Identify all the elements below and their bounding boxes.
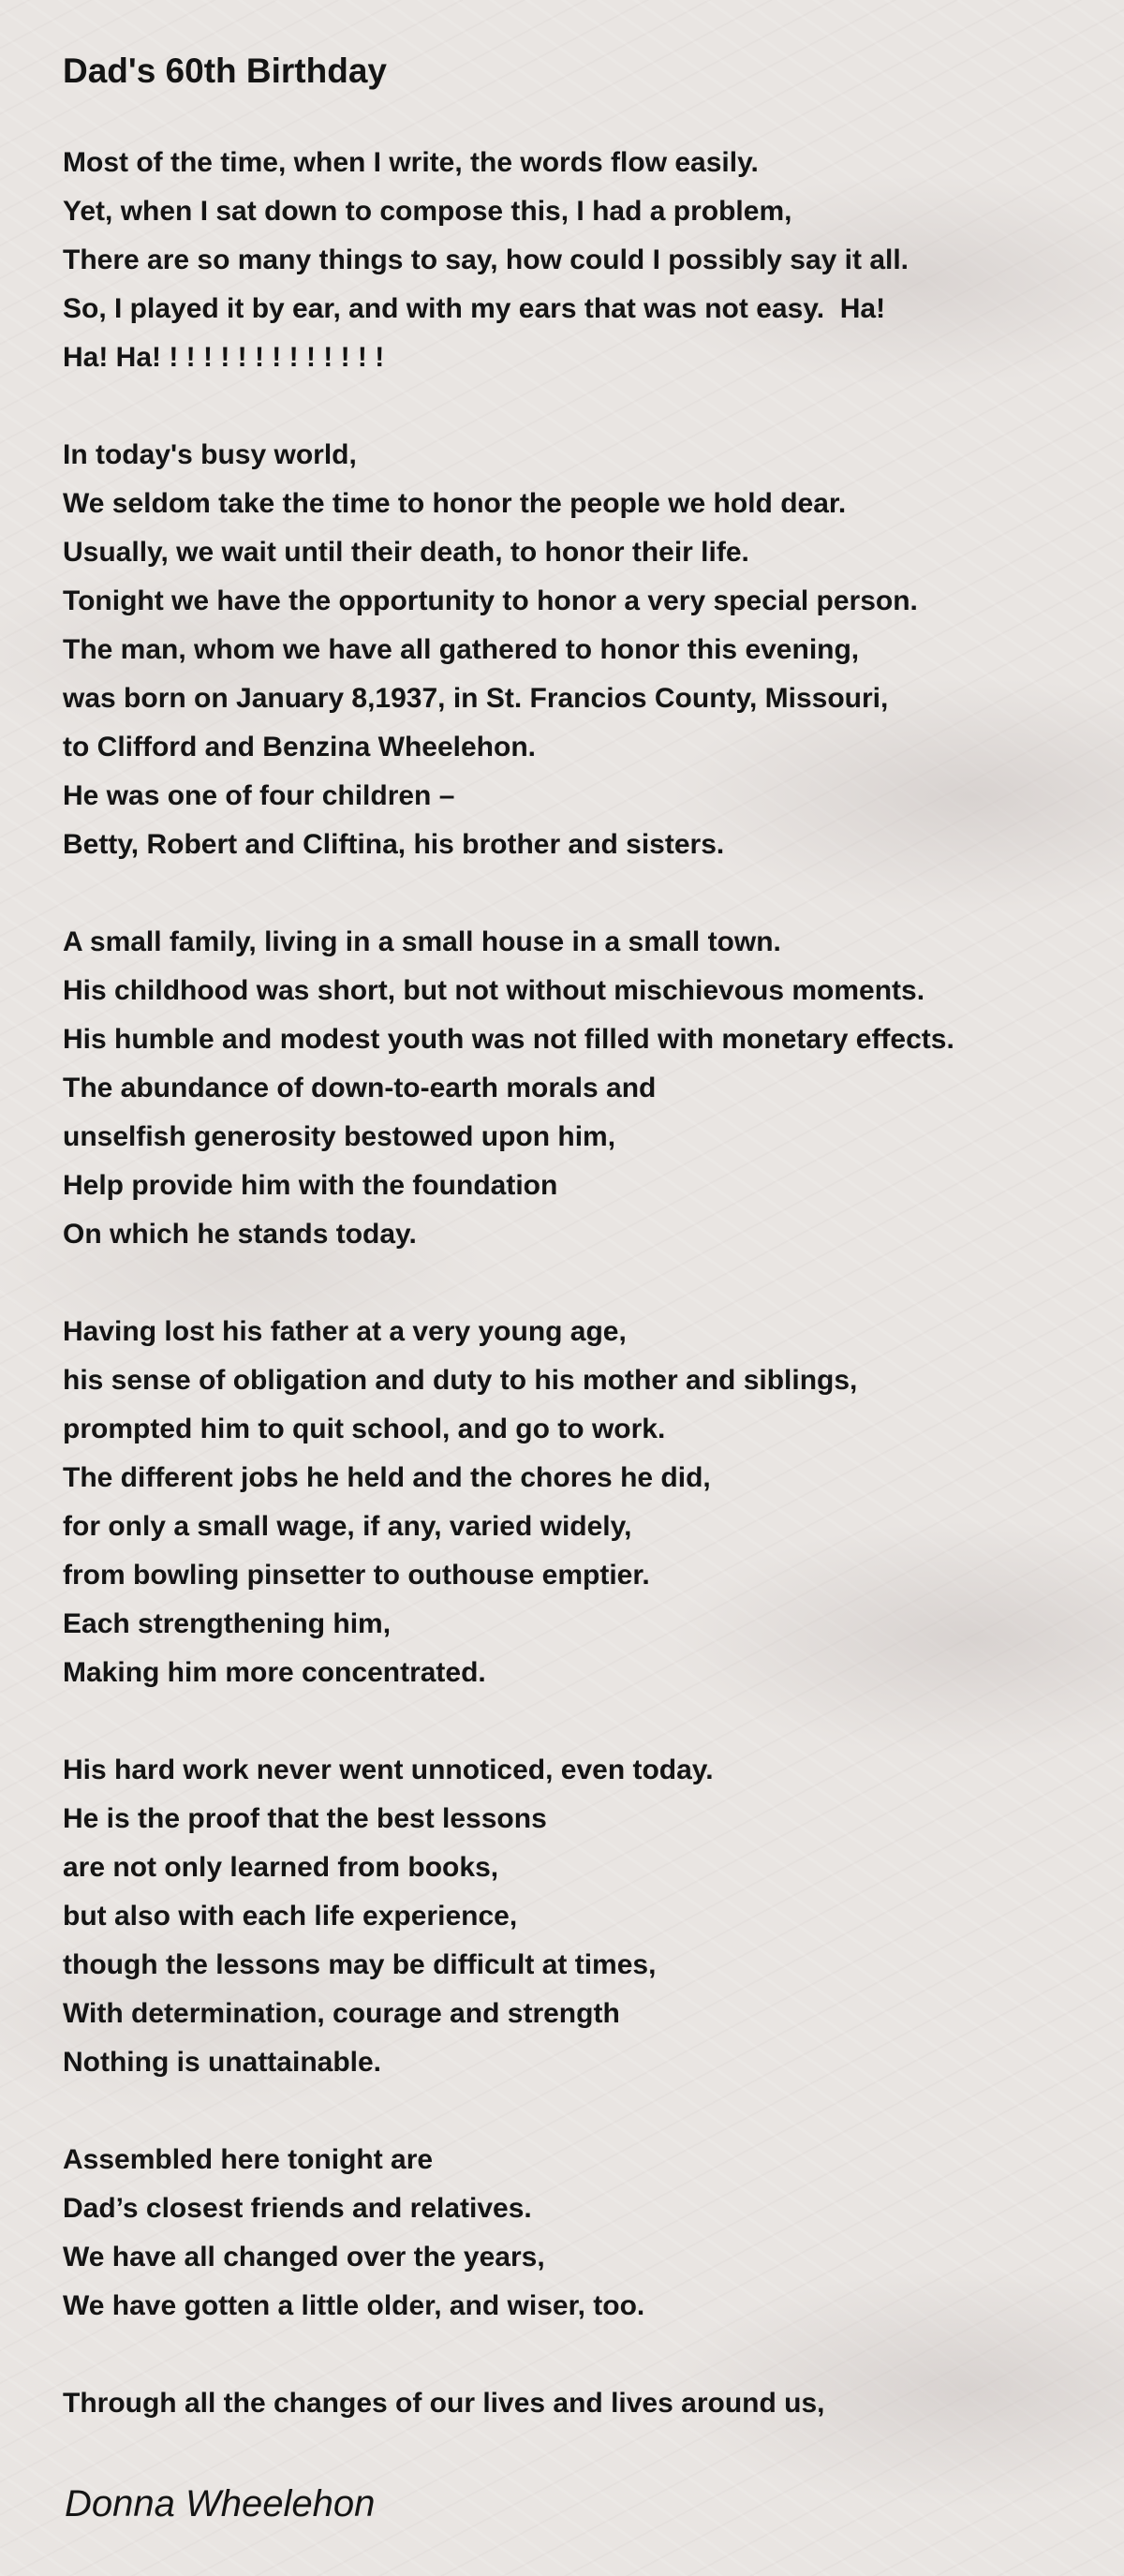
stanza: [63, 1308, 1093, 1697]
poem-line: His humble and modest youth was not filled with monetary effects.: [63, 1024, 954, 1055]
poem-line: Having lost his father at a very young age,: [63, 1316, 627, 1347]
poem-line: The abundance of down-to-earth morals and: [63, 1073, 657, 1103]
stanza-gap: [63, 1697, 1093, 1746]
poem-line: Ha! Ha! ! ! ! ! ! ! ! ! ! ! ! ! !: [63, 342, 385, 373]
poem-line: Help provide him with the foundation: [63, 1170, 558, 1201]
poem-line: Betty, Robert and Cliftina, his brother and sisters.: [63, 829, 725, 860]
stanza-gap: [63, 869, 1093, 918]
stanza: [63, 431, 1093, 869]
poem-author: Donna Wheelehon: [65, 2483, 376, 2524]
poem-line: Tonight we have the opportunity to honor a very special person.: [63, 585, 918, 616]
poem-line: Assembled here tonight are: [63, 2144, 434, 2175]
poem-line: He is the proof that the best lessons: [63, 1803, 547, 1834]
poem-line: Through all the changes of our lives and lives around us,: [63, 2388, 825, 2419]
stanza: [63, 2379, 1093, 2428]
poem-line: prompted him to quit school, and go to work.: [63, 1414, 666, 1444]
stanza: [63, 139, 1093, 382]
poem-line: Making him more concentrated.: [63, 1657, 486, 1688]
poem-line: Usually, we wait until their death, to honor their life.: [63, 537, 749, 568]
poem-line: Nothing is unattainable.: [63, 2047, 382, 2078]
poem-line: His childhood was short, but not without mischievous moments.: [63, 975, 925, 1006]
poem-line: from bowling pinsetter to outhouse emptier.: [63, 1560, 650, 1591]
poem-line: though the lessons may be difficult at times,: [63, 1949, 657, 1980]
stanza-gap: [63, 382, 1093, 431]
poem-line: The different jobs he held and the chores he did,: [63, 1462, 711, 1493]
stanza-gap: [63, 2331, 1093, 2379]
poem-line: but also with each life experience,: [63, 1901, 518, 1932]
poem-line: The man, whom we have all gathered to honor this evening,: [63, 634, 860, 665]
stanza: [63, 1746, 1093, 2087]
poem-line: A small family, living in a small house in a small town.: [63, 926, 781, 957]
stanza: [63, 2136, 1093, 2331]
poem-body: [63, 139, 1093, 2428]
poem-line: his sense of obligation and duty to his mother and siblings,: [63, 1365, 858, 1396]
stanza: [63, 918, 1093, 1259]
stanza-gap: [63, 2087, 1093, 2136]
poem-line: On which he stands today.: [63, 1219, 417, 1250]
poem-line: are not only learned from books,: [63, 1852, 499, 1883]
poem-line: Each strengthening him,: [63, 1608, 392, 1639]
poem-line: Dad’s closest friends and relatives.: [63, 2193, 532, 2224]
poem-line: We seldom take the time to honor the people we hold dear.: [63, 488, 847, 519]
poem-line: Most of the time, when I write, the words flow easily.: [63, 147, 759, 178]
poem-line: for only a small wage, if any, varied widely,: [63, 1511, 632, 1542]
poem-line: So, I played it by ear, and with my ears that was not easy. Ha!: [63, 293, 886, 324]
poem-line: We have all changed over the years,: [63, 2242, 545, 2273]
poem-line: His hard work never went unnoticed, even today.: [63, 1754, 714, 1785]
poem-line: Yet, when I sat down to compose this, I had a problem,: [63, 196, 792, 227]
stanza-gap: [63, 1259, 1093, 1308]
poem-line: In today's busy world,: [63, 439, 357, 470]
poem-line: He was one of four children –: [63, 780, 455, 811]
poem-title: Dad's 60th Birthday: [63, 52, 387, 90]
poem-line: With determination, courage and strength: [63, 1998, 620, 2029]
poem-line: to Clifford and Benzina Wheelehon.: [63, 732, 536, 762]
poem-line: unselfish generosity bestowed upon him,: [63, 1121, 616, 1152]
poem-line: We have gotten a little older, and wiser, too.: [63, 2290, 645, 2321]
poem-line: was born on January 8,1937, in St. Francios County, Missouri,: [63, 683, 889, 714]
poem-line: There are so many things to say, how could I possibly say it all.: [63, 244, 910, 275]
